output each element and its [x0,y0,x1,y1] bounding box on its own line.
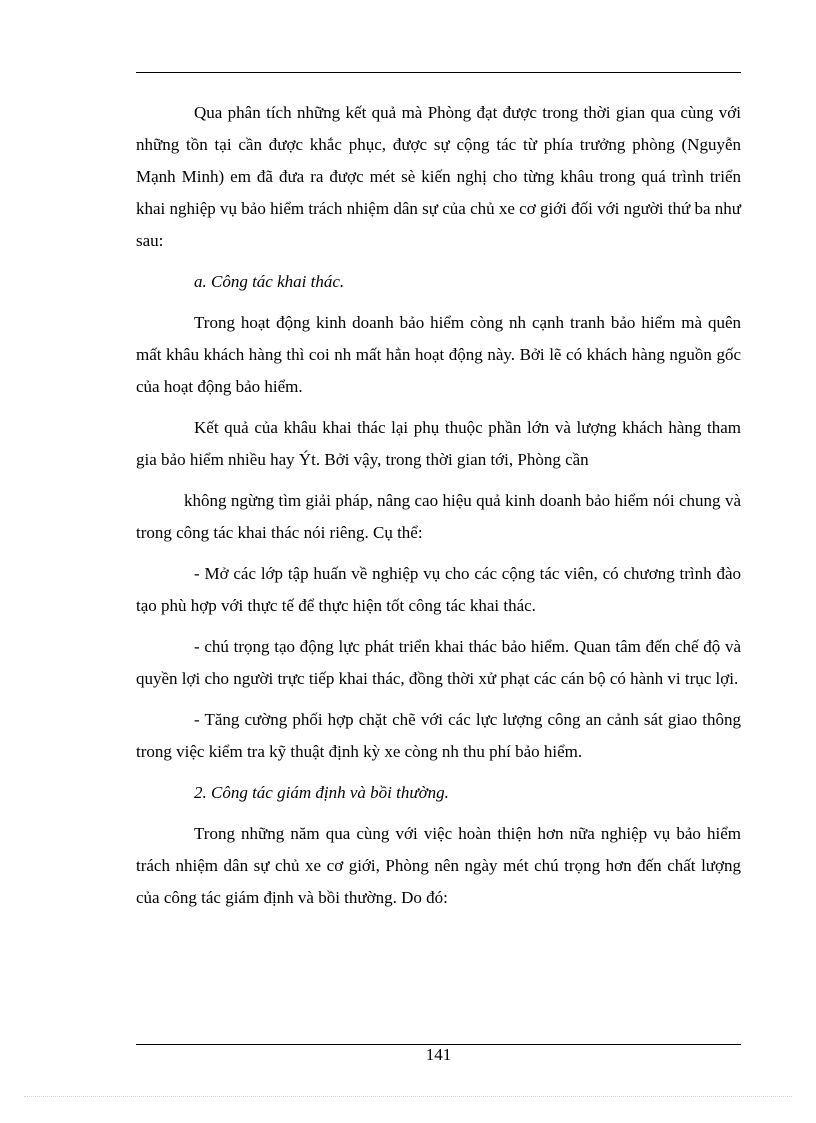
header-rule [136,72,741,73]
paragraph-giam-dinh: Trong những năm qua cùng với việc hoàn thiện hơn nữa nghiệp vụ bảo hiểm trách nhiệm dân sự chủ xe cơ giới, Phòng nên ngày mét chú trọng hơn đến chất lượng của công tác giám định và bồi thường. Do đó: [136,824,741,907]
paragraph-khai-thac-3: không ngừng tìm giải pháp, nâng cao hiệu quả kinh doanh bảo hiểm nói chung và trong công tác khai thác nói riêng. Cụ thể: [136,491,741,542]
section-heading-giam-dinh: 2. Công tác giám định và bồi thường. [194,783,449,802]
bullet-item-3: - Tăng cường phối hợp chặt chẽ với các lực lượng công an cảnh sát giao thông trong việc kiểm tra kỹ thuật định kỳ xe còng nh thu phí bảo hiểm. [136,710,741,761]
page-number: 141 [425,1045,452,1064]
bullet-item-2: - chú trọng tạo động lực phát triển khai thác bảo hiểm. Quan tâm đến chế độ và quyền lợi cho người trực tiếp khai thác, đồng thời xử phạt các cán bộ có hành vi trục lợi. [136,637,741,688]
section-heading-khai-thac: a. Công tác khai thác. [194,272,345,291]
bullet-item-1: - Mở các lớp tập huấn về nghiệp vụ cho các cộng tác viên, có chương trình đào tạo phù hợp với thực tế để thực hiện tốt công tác khai thác. [136,564,741,615]
paragraph-khai-thac-2: Kết quả của khâu khai thác lại phụ thuộc phần lớn và lượng khách hàng tham gia bảo hiểm nhiều hay Ýt. Bởi vậy, trong thời gian tới, Phòng cần [136,418,741,469]
document-body [136,97,741,923]
paragraph-intro: Qua phân tích những kết quả mà Phòng đạt được trong thời gian qua cùng với những tồn tại cần được khắc phục, được sự cộng tác từ phía trưởng phòng (Nguyễn Mạnh Minh) em đã đưa ra được mét sè kiến nghị cho từng khâu trong quá trình triển khai nghiệp vụ bảo hiểm trách nhiệm dân sự của chủ xe cơ giới đối với người thứ ba như sau: [136,103,741,250]
page-edge-divider [24,1096,792,1097]
paragraph-khai-thac-1: Trong hoạt động kinh doanh bảo hiểm còng nh cạnh tranh bảo hiểm mà quên mất khâu khách hàng thì coi nh mất hẳn hoạt động này. Bởi lẽ có khách hàng nguồn gốc của hoạt động bảo hiểm. [136,313,741,396]
